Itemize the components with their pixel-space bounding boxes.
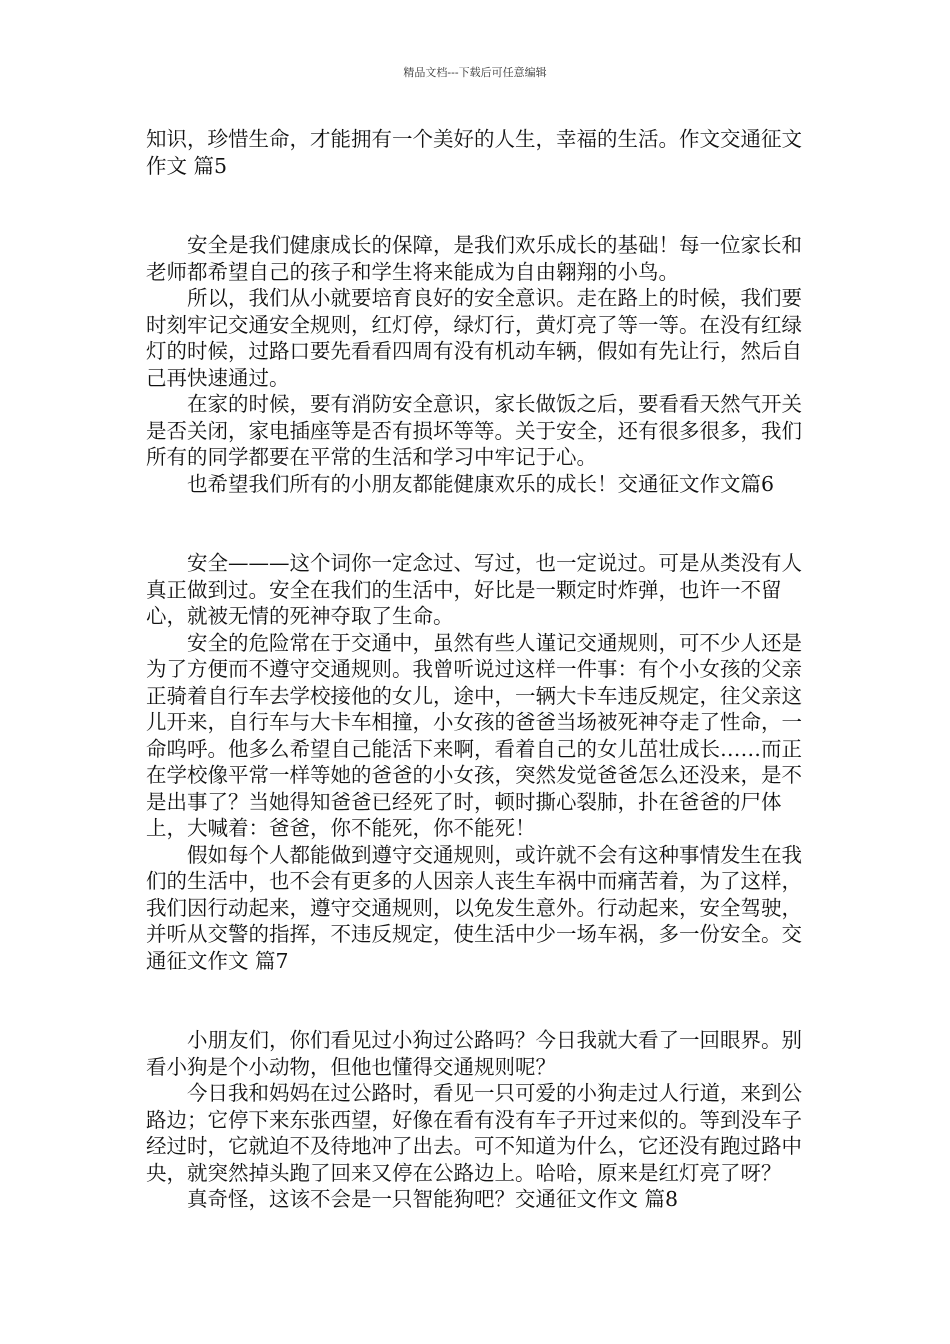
paragraph-3: 所以，我们从小就要培育良好的安全意识。走在路上的时候，我们要时刻牢记交通安全规则，红灯停，绿灯行，黄灯亮了等一等。在没有红绿灯的时候，过路口要先看看四周有没有机动车辆，假如有先让行，然后自己再快速通过。 [146,286,802,390]
section-gap [146,179,811,232]
section-gap [146,974,811,1027]
section-gap [146,497,811,550]
paragraph-8: 假如每个人都能做到遵守交通规则，或许就不会有这种事情发生在我们的生活中，也不会有更多的人因亲人丧生车祸中而痛苦着，为了这样，我们因行动起来，遵守交通规则，以免发生意外。行动起来，安全驾驶，并听从交警的指挥，不违反规定，使生活中少一场车祸，多一份安全。交通征文作文 篇7 [146,842,802,973]
paragraph-2: 安全是我们健康成长的保障，是我们欢乐成长的基础！每一位家长和老师都希望自己的孩子和学生将来能成为自由翱翔的小鸟。 [146,233,802,284]
page-header: 精品文档---下载后可任意编辑 [403,66,547,79]
document-body [146,126,811,1213]
paragraph-6: 安全———这个词你一定念过、写过，也一定说过。可是从类没有人真正做到过。安全在我们的生活中，好比是一颗定时炸弹，也许一不留心，就被无情的死神夺取了生命。 [146,551,802,628]
paragraph-11: 真奇怪，这该不会是一只智能狗吧？交通征文作文 篇8 [187,1187,679,1211]
paragraph-5: 也希望我们所有的小朋友都能健康欢乐的成长！交通征文作文篇6 [187,471,775,496]
paragraph-7: 安全的危险常在于交通中，虽然有些人谨记交通规则，可不少人还是为了方便而不遵守交通规则。我曾听说过这样一件事：有个小女孩的父亲正骑着自行车去学校接他的女儿，途中，一辆大卡车违反规定，往父亲这儿开来，自行车与大卡车相撞，小女孩的爸爸当场被死神夺走了性命，一命呜呼。他多么希望自己能活下来啊，看着自己的女儿茁壮成长……而正在学校像平常一样等她的爸爸的小女孩，突然发觉爸爸怎么还没来，是不是出事了？当她得知爸爸已经死了时，顿时撕心裂肺，扑在爸爸的尸体上，大喊着：爸爸，你不能死，你不能死！ [146,630,802,840]
paragraph-4: 在家的时候，要有消防安全意识，家长做饭之后，要看看天然气开关是否关闭，家电插座等是否有损坏等等。关于安全，还有很多很多，我们所有的同学都要在平常的生活和学习中牢记于心。 [146,392,802,469]
paragraph-1: 知识，珍惜生命，才能拥有一个美好的人生，幸福的生活。作文交通征文作文 篇5 [146,127,802,178]
paragraph-9: 小朋友们，你们看见过小狗过公路吗？今日我就大看了一回眼界。别看小狗是个小动物，但他也懂得交通规则呢？ [146,1028,802,1079]
paragraph-10: 今日我和妈妈在过公路时，看见一只可爱的小狗走过人行道，来到公路边；它停下来东张西望，好像在看有没有车子开过来似的。等到没车子经过时，它就迫不及待地冲了出去。可不知道为什么，它还没有跑过路中央，就突然掉头跑了回来又停在公路边上。哈哈，原来是红灯亮了呀？ [146,1081,802,1185]
